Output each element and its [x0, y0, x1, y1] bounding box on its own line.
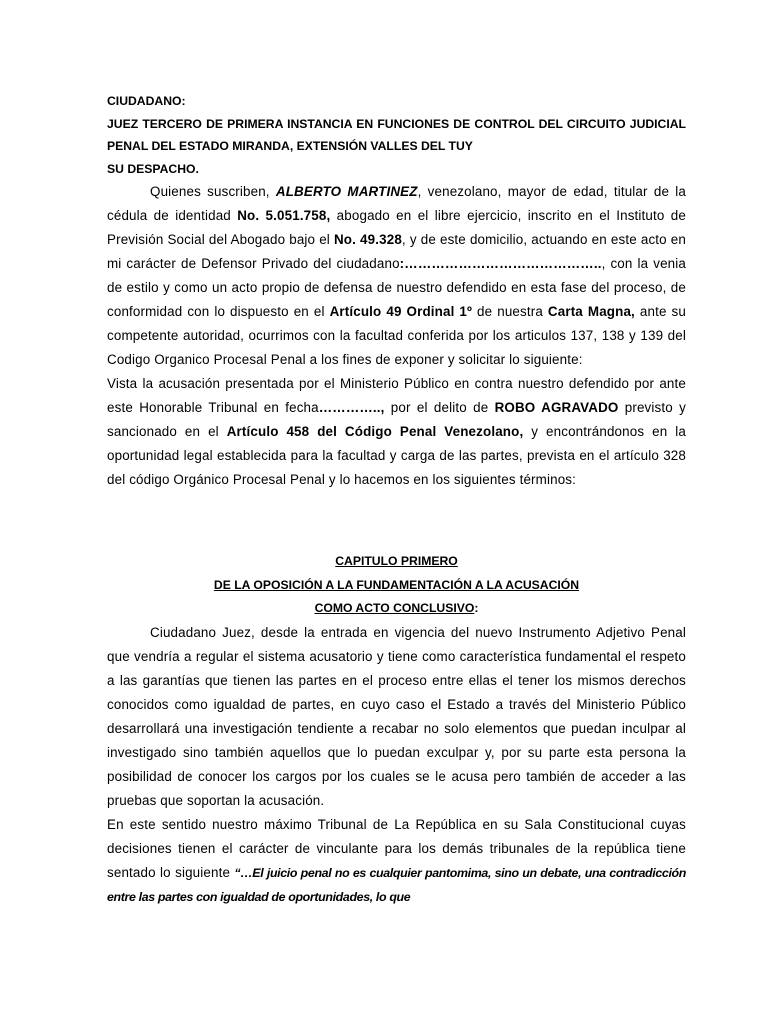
- body-paragraph-2-text: En este sentido nuestro máximo Tribunal de La República en su Sala Constitucional cuyas decisiones tienen el carácter de vinculante para los demás tribunales de la república tiene sentado lo siguiente: [107, 816, 686, 880]
- intro-text-4: , y de este domicilio, actuando en este acto en mi carácter de Defensor Privado del ciudadano: [107, 232, 687, 271]
- defendant-blank: :……………………………………..: [399, 256, 602, 271]
- intro-text-7: ante su competente autoridad, ocurrimos con la facultad conferida por los articulos 137, 138 y 139 del Codigo Organico Procesal Penal a los fines de exponer y solicitar lo siguiente:: [107, 304, 686, 367]
- vista-paragraph: [107, 372, 686, 492]
- lawyer-name: ALBERTO MARTINEZ: [275, 184, 418, 199]
- constitution-article: Artículo 49 Ordinal 1º: [329, 304, 473, 319]
- accusation-date-blank: …………..,: [318, 400, 385, 415]
- carta-magna: Carta Magna,: [547, 304, 635, 319]
- offense-name: ROBO AGRAVADO: [494, 400, 619, 415]
- chapter-title: CAPITULO PRIMERO: [335, 554, 458, 568]
- intro-text-3: abogado en el libre ejercicio, inscrito en el Instituto de Previsión Social del Abogado bajo el: [107, 208, 686, 247]
- intro-text-2: , venezolano, mayor de edad, titular de la cédula de identidad: [107, 184, 686, 223]
- inpreabogado-number: No. 49.328: [333, 232, 402, 247]
- penal-code-article: Artículo 458 del Código Penal Venezolano,: [226, 424, 524, 439]
- body-paragraph-1: Ciudadano Juez, desde la entrada en vigencia del nuevo Instrumento Adjetivo Penal que vendría a regular el sistema acusatorio y tiene como característica fundamental el respeto a las garantías que tienen las partes en el proceso entre ellas el tener los mismos derechos conocidos como igualdad de partes, en cuyo caso el Estado a través del Ministerio Público desarrollará una investigación tendiente a recabar no solo elementos que puedan inculpar al investigado sino también aquellos que lo puedan exculpar y, por su parte esta persona la posibilidad de conocer los cargos por los cuales se le acusa pero también de acceder a las pruebas que soportan la acusación.: [107, 624, 686, 808]
- intro-paragraph: [107, 180, 686, 372]
- chapter-subtitle-2-text: COMO ACTO CONCLUSIVO: [314, 601, 475, 615]
- vista-text-4: y encontrándonos en la oportunidad legal establecida para la facultad y carga de las partes, prevista en el artículo 328 del código Orgánico Procesal Penal y lo hacemos en los siguientes términos:: [107, 424, 686, 487]
- body-paragraph-2: [107, 813, 686, 909]
- chapter-heading: [107, 550, 686, 621]
- chapter-subtitle: DE LA OPOSICIÓN A LA FUNDAMENTACIÓN A LA ACUSACIÓN: [213, 577, 580, 592]
- addressee-salutation: CIUDADANO:: [107, 94, 186, 108]
- vista-text-3: previsto y sancionado en el: [107, 400, 686, 439]
- addressee-office: SU DESPACHO.: [107, 161, 199, 176]
- chapter-colon: :: [474, 601, 479, 615]
- vista-text-1: Vista la acusación presentada por el Ministerio Público en contra nuestro defendido por ante este Honorable Tribunal en fecha: [107, 376, 686, 415]
- intro-text-5: , con la venia de estilo y como un acto propio de defensa de nuestro defendido en esta fase del proceso, de conformidad con lo dispuesto en el: [107, 256, 686, 319]
- intro-text-1: Quienes suscriben,: [150, 184, 276, 199]
- section-spacer: [107, 492, 686, 550]
- addressee-court: JUEZ TERCERO DE PRIMERA INSTANCIA EN FUNCIONES DE CONTROL DEL CIRCUITO JUDICIAL PENAL DEL ESTADO MIRANDA, EXTENSIÓN VALLES DEL TUY: [107, 116, 686, 153]
- chapter-subtitle-2: [107, 597, 686, 621]
- addressee-block: [107, 90, 686, 180]
- cedula-number: No. 5.051.758,: [237, 208, 331, 223]
- vista-text-2: por el delito de: [384, 400, 495, 415]
- jurisprudence-quote: “…El juicio penal no es cualquier pantomima, sino un debate, una contradicción entre las partes con igualdad de oportunidades, lo que: [107, 865, 686, 904]
- intro-text-6: de nuestra: [472, 304, 548, 319]
